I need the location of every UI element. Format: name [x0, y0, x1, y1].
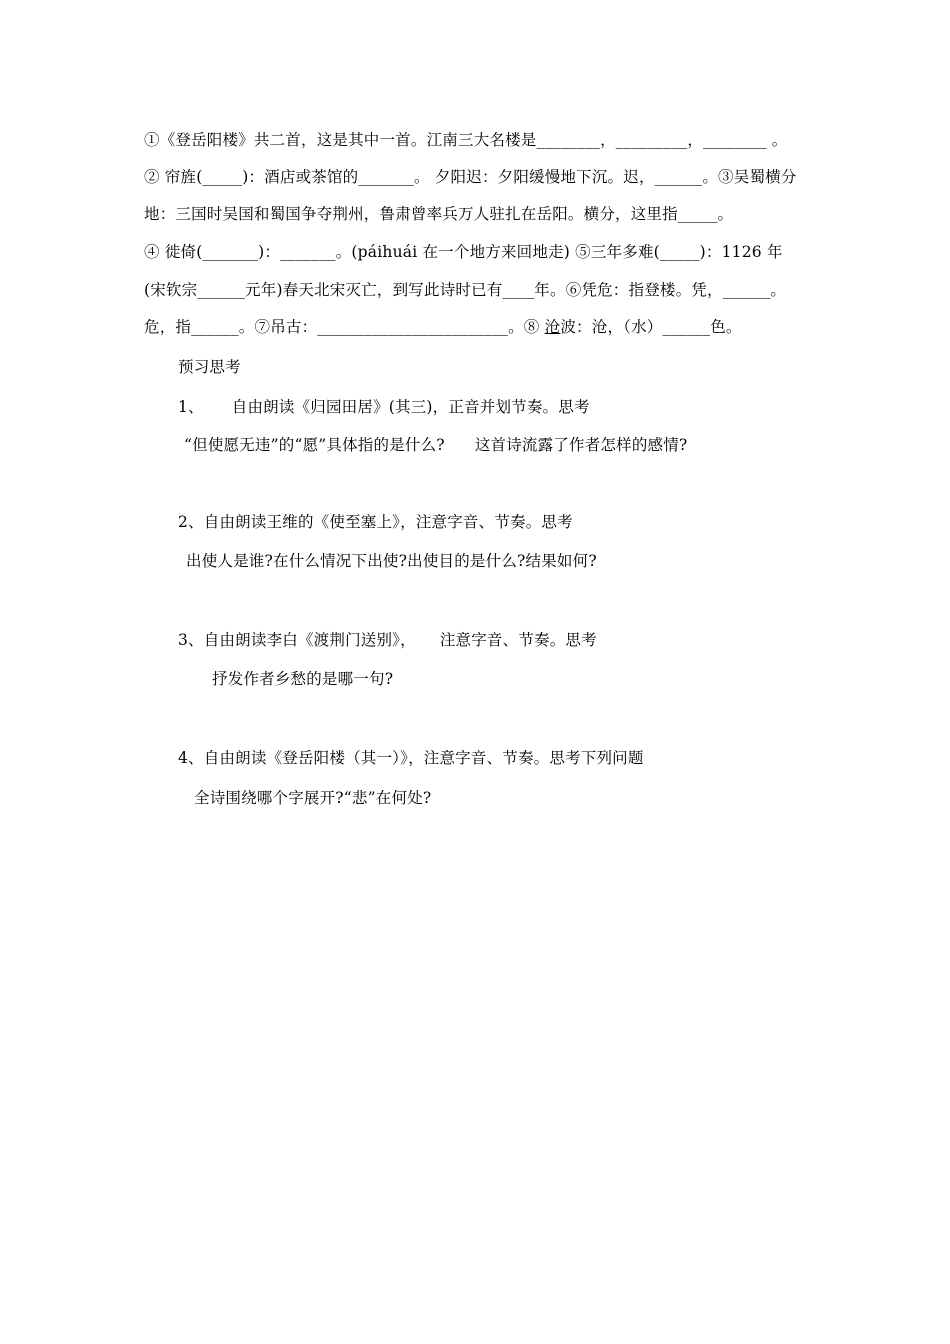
question-1	[178, 397, 590, 417]
question-number: 4、	[178, 749, 204, 767]
note-line: ①《登岳阳楼》共二首，这是其中一首。江南三大名楼是________，_________，________ 。	[144, 131, 788, 149]
note-text: 危，指______。⑦吊古：________________________。⑧	[144, 318, 545, 336]
question-prompt-tail: 注意字音、节奏。思考	[439, 631, 597, 649]
question-3-detail	[212, 669, 393, 689]
question-2-detail	[186, 551, 597, 571]
question-number: 1、	[178, 398, 204, 416]
question-detail: 出使人是谁?在什么情况下出使?出使目的是什么?结果如何?	[186, 552, 597, 570]
underlined-character: 沧	[544, 318, 561, 336]
question-number: 2、	[178, 513, 204, 531]
question-prompt: 自由朗读李白《渡荆门送别》，	[203, 631, 416, 649]
question-detail: 抒发作者乡愁的是哪一句?	[212, 670, 394, 688]
question-3	[178, 630, 597, 650]
question-2	[178, 512, 573, 532]
question-4-detail	[194, 788, 431, 808]
note-line: ④ 徙倚(_______)：_______。(páihuái 在一个地方来回地走) ⑤三年多难(_____)：1126 年	[144, 243, 783, 261]
note-line: 地：三国时吴国和蜀国争夺荆州，鲁肃曾率兵万人驻扎在岳阳。横分，这里指_____。	[144, 205, 734, 223]
question-prompt: 自由朗读《归园田居》(其三)，正音并划节奏。思考	[231, 398, 590, 416]
note-line-last	[144, 317, 742, 337]
question-detail: “但使愿无违”的“愿”具体指的是什么?	[184, 436, 445, 454]
question-4	[178, 748, 644, 768]
question-prompt: 自由朗读王维的《使至塞上》，注意字音、节奏。思考	[203, 513, 573, 531]
question-number: 3、	[178, 631, 204, 649]
question-detail: 全诗围绕哪个字展开?“悲”在何处?	[194, 789, 432, 807]
section-title: 预习思考	[178, 358, 241, 376]
note-line: ② 帘旌(_____)：酒店或茶馆的_______。 夕阳迟：夕阳缓慢地下沉。迟，______。③吴蜀横分	[144, 168, 797, 186]
question-1-detail	[184, 435, 687, 455]
note-text: 波：沧，（水）______色。	[560, 318, 742, 336]
question-prompt: 自由朗读《登岳阳楼（其一）》，注意字音、节奏。思考下列问题	[203, 749, 644, 767]
question-detail: 这首诗流露了作者怎样的感情?	[474, 436, 688, 454]
note-line: (宋钦宗______元年)春天北宋灭亡，到写此诗时已有____年。⑥凭危：指登楼。凭，______。	[144, 281, 787, 299]
